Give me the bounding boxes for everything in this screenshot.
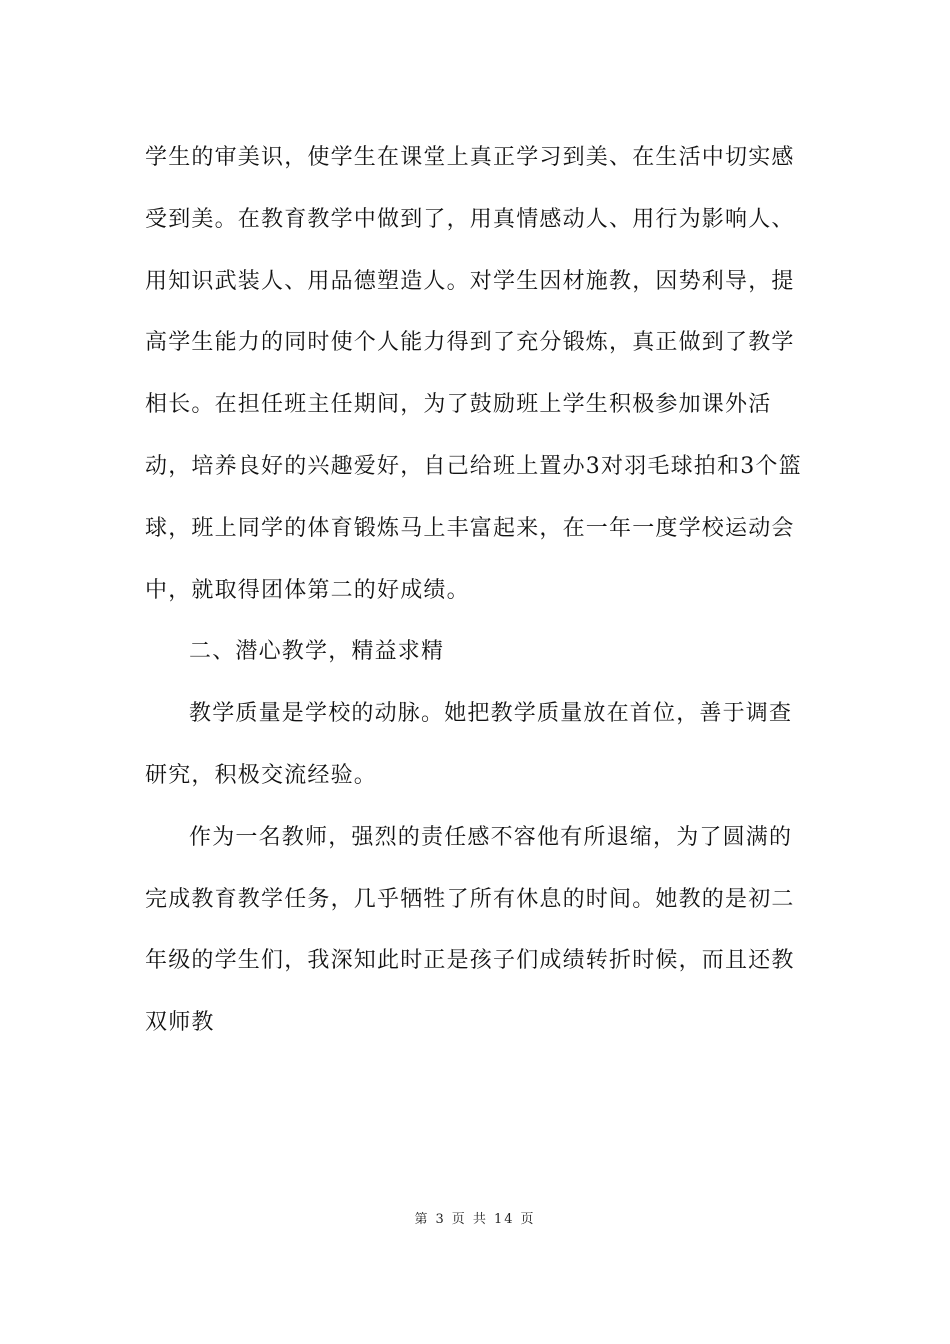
- footer-mid: 页 共: [451, 1212, 488, 1227]
- footer-prefix: 第: [414, 1212, 430, 1227]
- section-heading: 二、潜心教学，精益求精: [189, 639, 445, 665]
- paragraph-teaching-quality: 教学质量是学校的动脉。她把教学质量放在首位，善于调查研究，积极交流经验。: [145, 701, 793, 788]
- paragraph-responsibility: 作为一名教师，强烈的责任感不容他有所退缩，为了圆满的完成教育教学任务，几乎牺牲了所有休息的时间。她教的是初二年级的学生们，我深知此时正是孩子们成绩转折时候，而且还教双师教: [145, 824, 795, 1036]
- footer-suffix: 页: [520, 1212, 536, 1227]
- page-footer: [0, 1208, 950, 1227]
- paragraph-continuation: 学生的审美识，使学生在课堂上真正学习到美、在生活中切实感受到美。在教育教学中做到了，用真情感动人、用行为影响人、用知识武装人、用品德塑造人。对学生因材施教，因势利导，提高学生能力的同时使个人能力得到了充分锻炼，真正做到了教学相长。在担任班主任期间，为了鼓励班上学生积极参加课外活动，培养良好的兴趣爱好，自己给班上置办3对羽毛球拍和3个篮球，班上同学的体育锻炼马上丰富起来，在一年一度学校运动会中，就取得团体第二的好成绩。: [145, 145, 802, 603]
- footer-page-total: 14: [493, 1212, 515, 1227]
- document-body: [145, 127, 807, 1054]
- footer-page-number: 3: [435, 1212, 446, 1227]
